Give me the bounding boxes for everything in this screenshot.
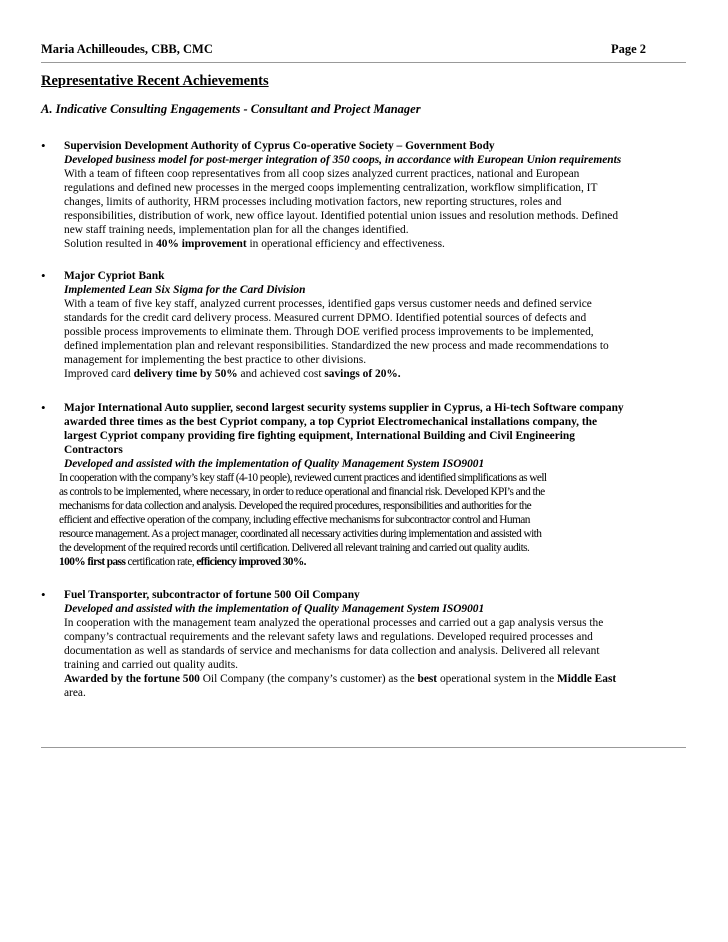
client-name: Contractors [64, 444, 123, 456]
description-line: the development of the required records until certification. Delivered all relevant training and carried out quality audits. [59, 542, 530, 554]
client-name: largest Cypriot company providing fire fighting equipment, International Building and Civil Engineering [64, 430, 575, 442]
page-number: Page 2 [611, 42, 647, 56]
result-text: operational system in the [437, 673, 558, 685]
engagement-entry [64, 139, 689, 251]
description-line: training and carried out quality audits. [64, 659, 238, 671]
description-line: mechanisms for data collection and analysis. Developed the required procedures, responsibilities and authorities for the [59, 500, 532, 512]
result-text: Improved card [64, 368, 134, 380]
result-text: certification rate, [125, 556, 197, 568]
description-line: defined implementation plan and relevant responsibilities. Standardized the new process and made recommendations to [64, 340, 609, 352]
description-line: new staff training needs, implementation plan for all the changes identified. [64, 224, 409, 236]
page-header [41, 42, 686, 58]
author-name: Maria Achilleoudes, CBB, CMC [41, 42, 213, 56]
description-line: as controls to be implemented, where necessary, in order to reduce operational and financial risk. Developed KPI’s and the [59, 486, 545, 498]
engagement-entry [64, 588, 689, 700]
client-name: Fuel Transporter, subcontractor of fortune 500 Oil Company [64, 589, 360, 601]
result-highlight: 100% first pass [59, 556, 126, 568]
description-line: possible process improvements to eliminate them. Through DOE verified process improvements to be implemented, [64, 326, 594, 338]
result-highlight: Middle East [557, 673, 617, 685]
result-line [64, 672, 689, 686]
bullet-icon: • [41, 587, 46, 602]
client-name: awarded three times as the best Cypriot company, a top Cypriot Electromechanical installations company, the [64, 416, 598, 428]
result-text: Oil Company (the company’s customer) as the [199, 673, 418, 685]
description-line: regulations and defined new processes in the merged coops implementing centralization, workflow simplification, IT [64, 182, 598, 194]
client-name: Major Cypriot Bank [64, 270, 165, 282]
description-line: efficient and effective operation of the company, including effective mechanisms for subcontractor control and Human [59, 514, 530, 526]
header-divider [41, 62, 686, 63]
project-title: Developed business model for post-merger integration of 350 coops, in accordance with European Union requirements [64, 154, 622, 166]
client-name: Major International Auto supplier, second largest security systems supplier in Cyprus, a Hi-tech Software company [64, 402, 624, 414]
footer-divider [41, 747, 686, 748]
bullet-icon: • [41, 268, 46, 283]
bullet-icon: • [41, 138, 46, 153]
description-line: In cooperation with the management team analyzed the operational processes and carried out a gap analysis versus the [64, 617, 604, 629]
result-highlight: 40% improvement [156, 238, 247, 250]
description-line: changes, limits of authority, HRM processes including motivation factors, new reporting structures, roles and [64, 196, 562, 208]
result-text: and achieved cost [237, 368, 325, 380]
description-line: management for implementing the best practice to other divisions. [64, 354, 367, 366]
project-title: Developed and assisted with the implementation of Quality Management System ISO9001 [64, 603, 485, 615]
result-highlight: efficiency improved 30%. [196, 556, 306, 568]
description-line: standards for the credit card delivery process. Measured current DPMO. Identified potential sources of defects and [64, 312, 587, 324]
result-text: Solution resulted in [64, 238, 157, 250]
description-line: documentation as well as standards of service and mechanisms for data collection and analysis. Delivered all relevant [64, 645, 600, 657]
result-highlight: delivery time by 50% [133, 368, 238, 380]
engagement-entry [64, 269, 689, 381]
result-line [64, 367, 689, 381]
client-name: Supervision Development Authority of Cyprus Co-operative Society – Government Body [64, 140, 495, 152]
description-line: In cooperation with the company’s key staff (4-10 people), reviewed current practices and identified simplifications as well [59, 472, 547, 484]
description-line: With a team of five key staff, analyzed current processes, identified gaps versus customer needs and defined service [64, 298, 592, 310]
engagement-entry [59, 401, 689, 569]
result-highlight: Awarded by the fortune 500 [64, 673, 200, 685]
description-line: resource management. As a project manager, coordinated all necessary activities during implementation and assisted with [59, 528, 542, 540]
subsection-title: A. Indicative Consulting Engagements - Consultant and Project Manager [41, 102, 421, 116]
description-line: company’s contractual requirements and the relevant safety laws and regulations. Developed required processes and [64, 631, 593, 643]
project-title: Implemented Lean Six Sigma for the Card Division [64, 284, 306, 296]
section-title: Representative Recent Achievements [41, 73, 269, 89]
result-line: area. [64, 687, 86, 699]
description-line: With a team of fifteen coop representatives from all coop sizes analyzed current practices, national and European [64, 168, 580, 180]
result-highlight: best [417, 673, 438, 685]
result-line [64, 237, 689, 251]
result-line [59, 555, 689, 569]
result-highlight: savings of 20%. [324, 368, 401, 380]
result-text: in operational efficiency and effectiveness. [246, 238, 445, 250]
project-title: Developed and assisted with the implementation of Quality Management System ISO9001 [64, 458, 485, 470]
description-line: responsibilities, distribution of work, new office layout. Identified potential union issues and resolution methods. Defined [64, 210, 619, 222]
bullet-icon: • [41, 400, 46, 415]
